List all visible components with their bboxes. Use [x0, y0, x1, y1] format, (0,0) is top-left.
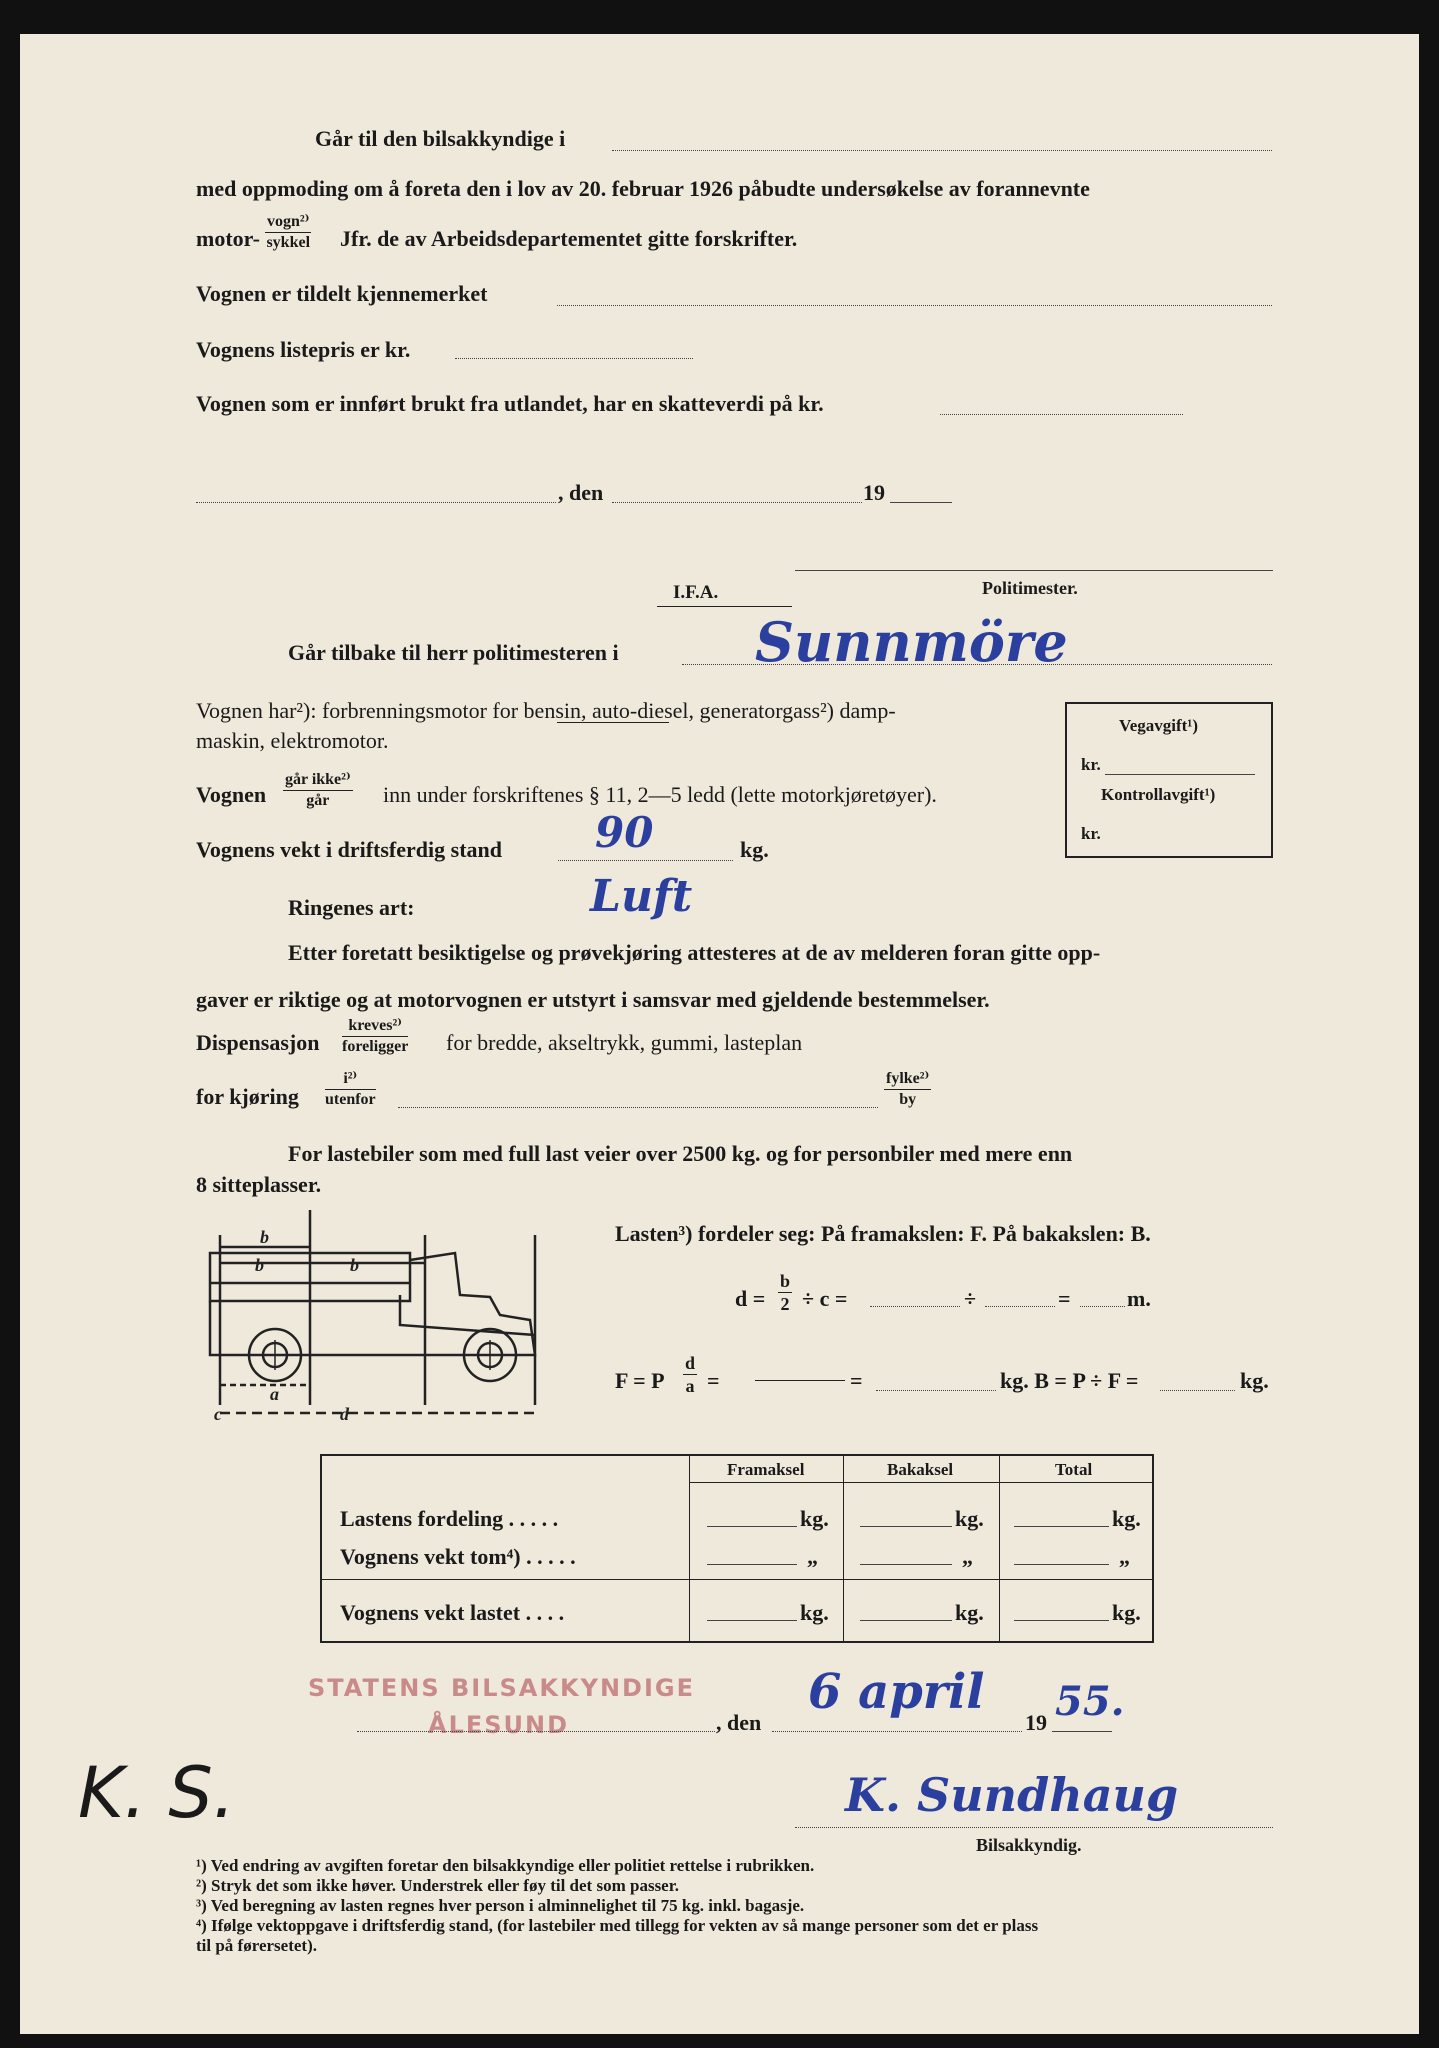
formula-b-over-2 — [778, 1272, 792, 1313]
col-bakaksel: Bakaksel — [887, 1460, 954, 1479]
formula-field-1[interactable] — [870, 1306, 960, 1307]
footnote-4-cont: til på førersetet). — [196, 1936, 317, 1955]
weight-table — [320, 1454, 1154, 1643]
handwritten-signature: K. Sundhaug — [845, 1768, 1179, 1822]
vognen-har-line1: Vognen har²): forbrenningsmotor for bensin, auto-diesel, generatorgass²) damp- — [196, 698, 896, 723]
vegavgift-box — [1065, 702, 1273, 858]
bensin-underline — [557, 722, 669, 723]
place-field-2[interactable] — [357, 1731, 715, 1732]
etter-line1: Etter foretatt besiktigelse og prøvekjøring attesteres at de av melderen foran gitte opp- — [288, 940, 1101, 965]
lastebiler-line1: For lastebiler som med full last veier over 2500 kg. og for personbiler med mere enn — [288, 1141, 1073, 1166]
lastet-bak-kg: kg. — [955, 1600, 984, 1625]
lastet-fram-kg: kg. — [800, 1600, 829, 1625]
formula-F: F = P — [615, 1368, 665, 1393]
formula-eq: = — [1058, 1286, 1071, 1311]
handwritten-weight: 90 — [595, 808, 654, 857]
lasten-fordeler-text: Lasten³) fordeler seg: På framakslen: F. På bakakslen: B. — [615, 1221, 1151, 1246]
forskrifter-text: Jfr. de av Arbeidsdepartementet gitte forskrifter. — [340, 226, 798, 251]
svg-text:a: a — [270, 1384, 279, 1404]
gaar-til-text: Går til den bilsakkyndige i — [315, 126, 566, 151]
col-total: Total — [1055, 1460, 1093, 1479]
fordeling-fram-kg: kg. — [800, 1506, 829, 1531]
fordeling-fram-field[interactable] — [707, 1526, 797, 1527]
formula-kg-B: kg. B = P ÷ F = — [1000, 1368, 1139, 1393]
lastet-total-kg: kg. — [1112, 1600, 1141, 1625]
vegavgift-label: Vegavgift¹) — [1119, 716, 1199, 735]
tom-total-field[interactable] — [1014, 1564, 1109, 1565]
for-kjoring-label: for kjøring — [196, 1084, 299, 1109]
year19-text-2: 19 — [1025, 1710, 1047, 1735]
vogn-sykkel-fraction — [265, 214, 311, 251]
stamp-line1: STATENS BILSAKKYNDIGE — [308, 1674, 695, 1702]
den-text-2: , den — [716, 1710, 762, 1735]
kjennemerke-field[interactable] — [557, 305, 1272, 306]
formula-dd: d — [685, 1353, 696, 1373]
fordeling-bak-kg: kg. — [955, 1506, 984, 1531]
formula-kg-2: kg. — [1240, 1368, 1269, 1393]
vekt-kg: kg. — [740, 837, 769, 862]
date-field-1[interactable] — [612, 502, 862, 503]
motor-text: motor- — [196, 226, 260, 251]
oppmoding-line: med oppmoding om å foreta den i lov av 20. februar 1926 påbudte undersøkelse av forannevnte — [196, 176, 1090, 201]
lastet-bak-field[interactable] — [860, 1620, 952, 1621]
svg-text:c: c — [214, 1404, 222, 1424]
vegavgift-field[interactable] — [1105, 774, 1255, 775]
svg-text:b: b — [255, 1255, 264, 1275]
skatteverdi-label: Vognen som er innført brukt fra utlandet, har en skatteverdi på kr. — [196, 391, 824, 416]
kreves-fraction — [342, 1018, 408, 1055]
ifa-underline — [657, 606, 792, 607]
svg-text:d: d — [340, 1404, 349, 1424]
date-field-2[interactable] — [772, 1731, 1022, 1732]
gaar-option: går — [306, 792, 330, 809]
formula-minus-c: ÷ c = — [802, 1286, 848, 1311]
formula-fraction-line — [755, 1380, 845, 1381]
politimester-label: Politimester. — [982, 578, 1078, 598]
lastet-fram-field[interactable] — [707, 1620, 797, 1621]
formula-field-2[interactable] — [985, 1306, 1055, 1307]
formula-eq-2: = — [707, 1368, 720, 1393]
bilsakkyndig-label: Bilsakkyndig. — [976, 1835, 1082, 1855]
foreligger-option: foreligger — [342, 1038, 409, 1055]
svg-text:b: b — [260, 1227, 269, 1247]
formula-b: b — [780, 1271, 791, 1291]
vekt-field[interactable] — [558, 860, 733, 861]
footnote-3: ³) Ved beregning av lasten regnes hver person i alminnelighet til 75 kg. inkl. bagasje. — [196, 1896, 805, 1915]
bilsakkyndig-place-field[interactable] — [612, 150, 1272, 151]
handwritten-date: 6 april — [808, 1664, 985, 1720]
truck-diagram — [200, 1205, 570, 1430]
formula-divide: ÷ — [964, 1286, 977, 1311]
ringenes-label: Ringenes art: — [288, 895, 415, 920]
etter-line2: gaver er riktige og at motorvognen er utstyrt i samsvar med gjeldende bestemmelser. — [196, 987, 990, 1012]
i-option: i²⁾ — [325, 1071, 376, 1090]
tom-bak-ditto: „ — [962, 1544, 973, 1569]
vegavgift-kr: kr. — [1081, 755, 1101, 774]
by-option: by — [899, 1091, 917, 1108]
utenfor-option: utenfor — [325, 1091, 376, 1108]
tom-fram-field[interactable] — [707, 1564, 797, 1565]
listepris-field[interactable] — [455, 358, 693, 359]
year19-text-1: 19 — [863, 480, 885, 505]
row-vekt-tom: Vognens vekt tom⁴) . . . . . — [340, 1544, 576, 1569]
kontrollavgift-kr: kr. — [1081, 824, 1101, 843]
year-field-1[interactable] — [890, 502, 952, 503]
listepris-label: Vognens listepris er kr. — [196, 337, 411, 362]
col-framaksel: Framaksel — [727, 1460, 805, 1479]
footnote-4: ⁴) Ifølge vektoppgave i driftsferdig stand, (for lastebiler med tillegg for vekten av så mange personer som det er plass — [196, 1916, 1039, 1935]
dispensasjon-rest: for bredde, akseltrykk, gummi, lasteplan — [446, 1030, 803, 1055]
vognen-label: Vognen — [196, 782, 267, 807]
initials-mark: K. S. — [78, 1752, 236, 1834]
footnote-2: ²) Stryk det som ikke høver. Understrek eller føy til det som passer. — [196, 1876, 679, 1895]
lastet-total-field[interactable] — [1014, 1620, 1109, 1621]
fordeling-total-field[interactable] — [1014, 1526, 1109, 1527]
formula-field-3[interactable] — [1080, 1306, 1125, 1307]
sykkel-option: sykkel — [266, 234, 311, 251]
skatteverdi-field[interactable] — [940, 414, 1183, 415]
formula-d-over-a — [683, 1354, 697, 1395]
forskriftenes-text: inn under forskriftenes § 11, 2—5 ledd (lette motorkjøretøyer). — [383, 782, 937, 807]
formula-B-field[interactable] — [1160, 1390, 1235, 1391]
fordeling-bak-field[interactable] — [860, 1526, 952, 1527]
politimester-signature-line[interactable] — [795, 570, 1273, 571]
handwritten-year: 55. — [1055, 1678, 1125, 1725]
bilsakkyndig-signature-line[interactable] — [795, 1827, 1273, 1828]
kreves-option: kreves²⁾ — [342, 1018, 408, 1037]
formula-F-field[interactable] — [876, 1390, 996, 1391]
footnote-1: ¹) Ved endring av avgiften foretar den bilsakkyndige eller politiet rettelse i rubrikken. — [196, 1856, 815, 1875]
tom-total-ditto: „ — [1119, 1544, 1130, 1569]
vekt-label: Vognens vekt i driftsferdig stand — [196, 837, 502, 862]
gaar-ikke-fraction — [283, 772, 353, 809]
ifa-text: I.F.A. — [673, 582, 719, 603]
formula-eq-3: = — [850, 1368, 863, 1393]
stamp-line2: ÅLESUND — [428, 1711, 570, 1739]
vogn-option: vogn²⁾ — [265, 214, 311, 233]
formula-a: a — [685, 1376, 695, 1396]
svg-text:b: b — [350, 1255, 359, 1275]
kjennemerke-label: Vognen er tildelt kjennemerket — [196, 281, 488, 306]
handwritten-place: Sunnmöre — [755, 610, 1068, 674]
fylke-by-fraction — [884, 1071, 931, 1108]
formula-d: d = — [735, 1286, 766, 1311]
fordeling-total-kg: kg. — [1112, 1506, 1141, 1531]
year-field-2[interactable] — [1052, 1731, 1112, 1732]
place-field-1[interactable] — [196, 502, 556, 503]
dispensasjon-label: Dispensasjon — [196, 1030, 320, 1055]
formula-2: 2 — [780, 1294, 790, 1314]
row-vekt-lastet: Vognens vekt lastet . . . . — [340, 1600, 565, 1625]
lastebiler-line2: 8 sitteplasser. — [196, 1172, 322, 1197]
den-text-1: , den — [558, 480, 604, 505]
i-utenfor-fraction — [325, 1071, 376, 1108]
vognen-har-line2: maskin, elektromotor. — [196, 728, 389, 753]
row-lastens-fordeling: Lastens fordeling . . . . . — [340, 1506, 559, 1531]
formula-m: m. — [1127, 1286, 1151, 1311]
kjoring-field[interactable] — [398, 1107, 878, 1108]
gaar-ikke-option: går ikke²⁾ — [283, 772, 353, 791]
gaar-tilbake-label: Går tilbake til herr politimesteren i — [288, 640, 619, 665]
kontrollavgift-label: Kontrollavgift¹) — [1101, 785, 1216, 804]
handwritten-tires: Luft — [590, 871, 693, 922]
tom-fram-ditto: „ — [807, 1544, 818, 1569]
tom-bak-field[interactable] — [860, 1564, 952, 1565]
fylke-option: fylke²⁾ — [884, 1071, 931, 1090]
